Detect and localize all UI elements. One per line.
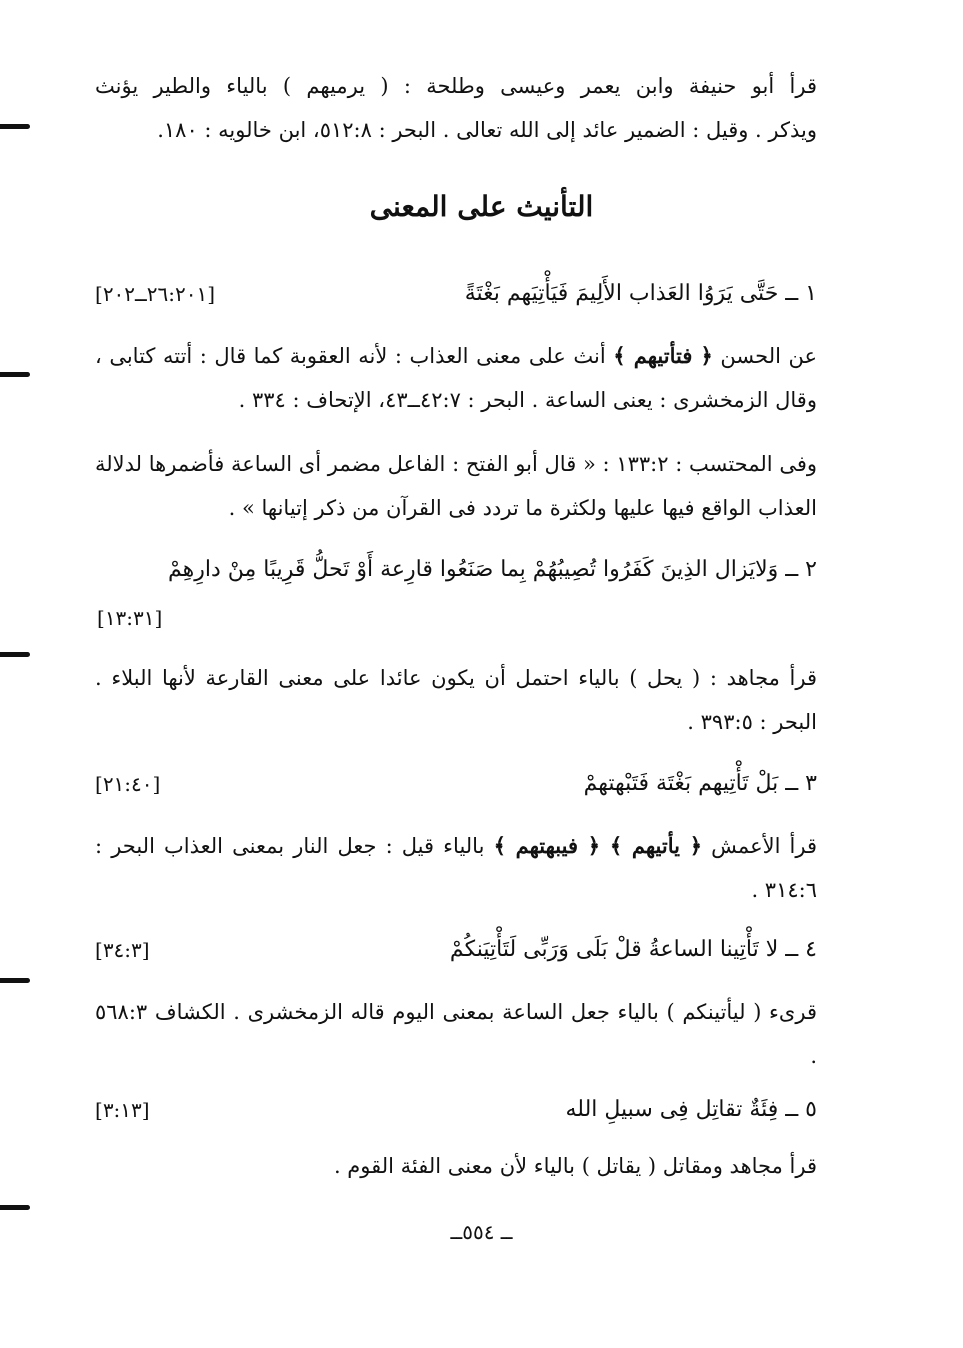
verse-entry-4 bbox=[95, 930, 817, 970]
verse-reference: [٣:١٣] bbox=[95, 1098, 150, 1122]
commentary-text: بالياء قيل : جعل النار بمعنى العذاب البحر : ٣١٤:٦ . bbox=[95, 834, 817, 902]
commentary-text: وفى المحتسب : ١٣٣:٢ : « قال أبو الفتح : الفاعل مضمر أى الساعة فأضمرها لدلالة العذاب الواقع فيها عليها ولكثرة ما تردد فى القرآن من ذكر إتيانها » . bbox=[95, 452, 818, 520]
margin-mark bbox=[0, 652, 30, 657]
verse-text: ١ ــ حَتَّى يَرَوُا العَذاب الأَلِيمَ فَيَأْتِيَهم بَغْتَةً bbox=[464, 281, 817, 306]
verse-text: ٤ ــ لا تَأْتِينا الساعةُ قلْ بَلَى وَرَبِّى لَتَأْتِيَنكُمْ bbox=[449, 937, 817, 962]
commentary-paragraph bbox=[95, 656, 817, 744]
commentary-text: قرىء ( ليأتينكم ) بالياء جعل الساعة بمعنى اليوم قاله الزمخشرى . الكشاف ٥٦٨:٣ . bbox=[95, 1000, 817, 1068]
commentary-paragraph bbox=[95, 334, 817, 422]
quoted-word: ﴿ يأتيهم ﴾ ﴿ فيبهتهم ﴾ bbox=[493, 833, 703, 858]
verse-reference: [٣٤:٣] bbox=[95, 938, 150, 962]
verse-reference: [٢١:٤٠] bbox=[95, 772, 161, 796]
verse-entry-3 bbox=[95, 764, 817, 804]
verse-text: ٥ ــ فِئَةٌ تقاتِل فِى سبيلِ الله bbox=[565, 1097, 817, 1122]
commentary-text: قرأ مجاهد : ( يحل ) بالياء احتمل أن يكون عائدا على معنى القارعة لأنها البلاء . البحر : ٣٩٣:٥ . bbox=[95, 666, 817, 734]
verse-entry-5 bbox=[95, 1090, 817, 1130]
verse-reference: [١٣:٣١] bbox=[97, 606, 163, 630]
page-number: ــ ٥٥٤ــ bbox=[450, 1220, 513, 1244]
commentary-paragraph bbox=[95, 824, 817, 912]
intro-paragraph bbox=[95, 64, 817, 152]
section-heading: التأنيث على المعنى bbox=[369, 190, 594, 223]
margin-mark bbox=[0, 124, 30, 129]
margin-mark bbox=[0, 1205, 30, 1210]
margin-mark bbox=[0, 372, 30, 377]
commentary-paragraph bbox=[95, 1144, 817, 1188]
intro-line: ويذكر . وقيل : الضمير عائد إلى الله تعالى . البحر : ٥١٢:٨، ابن خالويه : ١٨٠. bbox=[157, 118, 817, 142]
verse-entry-1 bbox=[95, 274, 817, 314]
quoted-word: ﴿ فتأتيهم ﴾ bbox=[613, 343, 713, 368]
commentary-text: قرأ الأعمش bbox=[711, 834, 817, 858]
margin-mark bbox=[0, 978, 30, 983]
intro-line: قرأ أبو حنيفة وابن يعمر وعيسى وطلحة : ( يرميهم ) بالياء والطير يؤنث bbox=[95, 74, 817, 98]
verse-entry-2 bbox=[95, 550, 817, 590]
verse-reference: [٢٦:٢٠١ــ٢٠٢] bbox=[95, 282, 216, 306]
commentary-paragraph bbox=[95, 990, 817, 1078]
verse-text: ٢ ــ وَلايَزال الذِينَ كَفَرُوا تُصِيبُهُمْ بِما صَنَعُوا قارِعة أَوْ تَحلُّ قَرِيبًا مِنْ دارِهِمْ bbox=[167, 557, 817, 582]
commentary-paragraph bbox=[95, 442, 817, 530]
commentary-text: أنث على معنى العذاب : لأنه العقوبة كما قال : أتته كتابى ، وقال الزمخشرى : يعنى الساعة . البحر : ٤٢:٧ــ٤٣، الإتحاف : ٣٣٤ . bbox=[95, 344, 817, 412]
commentary-text: عن الحسن bbox=[720, 344, 818, 368]
verse-text: ٣ ــ بَلْ تَأْتِيهم بَغْتَة فَتَبْهتهمْ bbox=[583, 771, 817, 796]
commentary-text: قرأ مجاهد ومقاتل ( يقاتل ) بالياء لأن معنى الفئة القوم . bbox=[333, 1154, 817, 1178]
